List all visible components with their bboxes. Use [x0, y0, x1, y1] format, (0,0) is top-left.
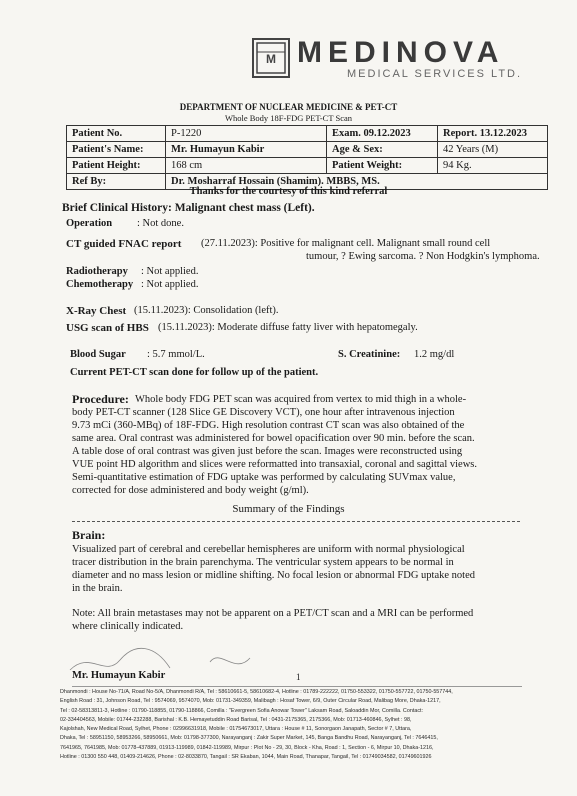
footer-line: Kajolshah, New Medical Road, Sylhet, Phone : 02996631918, Mobile : 01754673017, Uttara : House # 11, Sonorgaon Janapath, Sector # 7, Uttara, — [60, 726, 412, 733]
radiotherapy-value: : Not applied. — [141, 266, 199, 277]
brain-line-2: tracer distribution in the brain parenchyma. The ventricular system appears to be normal in — [72, 557, 454, 568]
exam-date: Exam. 09.12.2023 — [327, 126, 438, 142]
ref-label: Ref By: — [67, 174, 166, 190]
section-divider — [72, 521, 520, 522]
thanks-note: Thanks for the courtesy of this kind referral — [189, 186, 388, 197]
creatinine-label: S. Creatinine: — [338, 349, 401, 360]
blood-sugar-value: : 5.7 mmol/L. — [147, 349, 205, 360]
svg-text:M: M — [266, 52, 276, 66]
operation-label: Operation — [66, 218, 113, 229]
summary-title: Summary of the Findings — [232, 503, 345, 515]
page-marker: 1 — [296, 672, 301, 682]
patient-name-label: Patient's Name: — [67, 142, 166, 158]
footer-line: Tel : 02-58313811-3, Hotline : 01790-118855, 01790-118866, Comilla : "Evergreen Sofia Anowar Tower" Laksam Road, Saloaddin Mor, Comilla. Contact: — [60, 707, 424, 714]
footer-line: Dhaka, Tel : 58951150, 58953266, 58950661, Mob: 01798-377300, Narayanganj : Zakir Super Market, 145, Banga Bandhu Road, Narayanganj, Tel : 7646415, — [60, 735, 438, 742]
patient-no: P-1220 — [166, 126, 327, 142]
footer-addresses — [60, 688, 570, 762]
patient-info-table — [66, 125, 548, 190]
procedure-line-3: 9.73 mCi (360-MBq) of 18F-FDG. High resolution contrast CT scan was also obtained of the — [72, 420, 465, 431]
procedure-line-4: same area. Oral contrast was administered for bowel opacification over 90 min. before the scan. — [72, 433, 475, 444]
footer-line: Dhanmondi : House No-71/A, Road No-5/A, Dhanmondi R/A, Tel : 58610661-5, 58610682-4, Hotline : 01789-222222, 01750-553322, 01750-557722, 01750-557744, — [60, 689, 453, 695]
usg-value: (15.11.2023): Moderate diffuse fatty liver with hepatomegaly. — [158, 322, 418, 333]
weight-label: Patient Weight: — [327, 158, 438, 174]
brain-line-4: in the brain. — [72, 583, 123, 594]
note-line-1: Note: All brain metastases may not be apparent on a PET/CT scan and a MRI can be performed — [72, 608, 474, 619]
xray-value: (15.11.2023): Consolidation (left). — [134, 305, 279, 316]
procedure-line-1: Whole body FDG PET scan was acquired from vertex to mid thigh in a whole- — [135, 394, 467, 405]
procedure-label: Procedure: — [72, 392, 129, 406]
medinova-logo — [252, 38, 290, 78]
xray-label: X-Ray Chest — [66, 305, 127, 317]
scan-title: Whole Body 18F-FDG PET-CT Scan — [224, 113, 353, 123]
brain-line-1: Visualized part of cerebral and cerebellar hemispheres are uniform with normal physiological — [72, 544, 465, 555]
medinova-logo-icon — [254, 40, 288, 76]
radiotherapy-label: Radiotherapy — [66, 266, 128, 277]
procedure-line-6: VUE point HD algorithm and slices were reformatted into transaxial, coronal and sagittal views. — [72, 459, 478, 470]
procedure-line-5: A table dose of oral contrast was given just before the scan. Images were reconstructed using — [72, 446, 463, 457]
procedure-line-8: corrected for dose administered and body weight (g/ml). — [72, 485, 309, 496]
fnac-label: CT guided FNAC report — [66, 238, 182, 250]
creatinine-value: 1.2 mg/dl — [414, 349, 455, 360]
patient-no-label: Patient No. — [67, 126, 166, 142]
report-date: Report. 13.12.2023 — [438, 126, 548, 142]
department-title: DEPARTMENT OF NUCLEAR MEDICINE & PET-CT — [179, 102, 398, 112]
chemotherapy-value: : Not applied. — [141, 279, 199, 290]
height-label: Patient Height: — [67, 158, 166, 174]
brand-subtitle: MEDICAL SERVICES LTD. — [347, 68, 523, 80]
fnac-line-1: (27.11.2023): Positive for malignant cell. Malignant small round cell — [201, 238, 491, 249]
current-scan-note: Current PET-CT scan done for follow up of the patient. — [70, 367, 319, 378]
ref-doctor: Dr. Mosharraf Hossain (Shamim). MBBS, MS. — [166, 174, 548, 190]
chemotherapy-label: Chemotherapy — [66, 279, 134, 290]
brain-line-3: diameter and no mass lesion or midline shifting. No focal lesion or abnormal FDG uptake noted — [72, 570, 475, 581]
footer-line: 7641965, 7641985, Mob: 01778-437889, 01913-119989, 01842-119989, Mirpur : Plot No - 29, 30, Block - Kha, Road : 1, Section - 6, Mirpur 10, Dhaka-1216, — [60, 744, 434, 751]
fnac-line-2: tumour, ? Ewing sarcoma. ? Non Hodgkin's lymphoma. — [306, 251, 540, 262]
brand-name: MEDINOVA — [297, 36, 505, 69]
clinical-history: Brief Clinical History: Malignant chest mass (Left). — [62, 202, 315, 214]
brain-label: Brain: — [72, 528, 106, 542]
usg-label: USG scan of HBS — [66, 322, 149, 334]
patient-name: Mr. Humayun Kabir — [166, 142, 327, 158]
weight: 94 Kg. — [438, 158, 548, 174]
operation-value: : Not done. — [137, 218, 184, 229]
footer-line: Hotline : 01300 550 448, 01409-214626, Phone : 02-8033870, Tangail : SR Ekaban, 1044, Main Road, Thanapar, Tangail, Tel : 01749034582, 01749601926 — [60, 754, 432, 761]
footer-divider — [72, 686, 522, 687]
note-line-2: where clinically indicated. — [72, 621, 184, 632]
footer-line: English Road : 31, Johnson Road, Tel : 9574069, 9574070, Mob: 01731-349359, Malibagh : Hosaf Tower, 6/9, Outer Circular Road, Malibag More, Dhaka-1217, — [60, 698, 441, 705]
procedure-line-7: Semi-quantitative estimation of FDG uptake was performed by calculating SUVmax value, — [72, 472, 456, 483]
height: 168 cm — [166, 158, 327, 174]
procedure-line-2: body PET-CT scanner (128 Slice GE Discovery VCT), one hour after intravenous injection — [72, 407, 455, 418]
age-sex-label: Age & Sex: — [327, 142, 438, 158]
age-sex: 42 Years (M) — [438, 142, 548, 158]
signature-name: Mr. Humayun Kabir — [72, 670, 166, 681]
blood-sugar-label: Blood Sugar — [70, 349, 126, 360]
footer-line: 02-334404563, Mobile: 01744-232288, Barishal : K.B. Hemayetuddin Road Barisal, Tel : 0431-2175365, 2175366, Mob: 01713-460846, Sylhet : 98, — [60, 716, 412, 723]
